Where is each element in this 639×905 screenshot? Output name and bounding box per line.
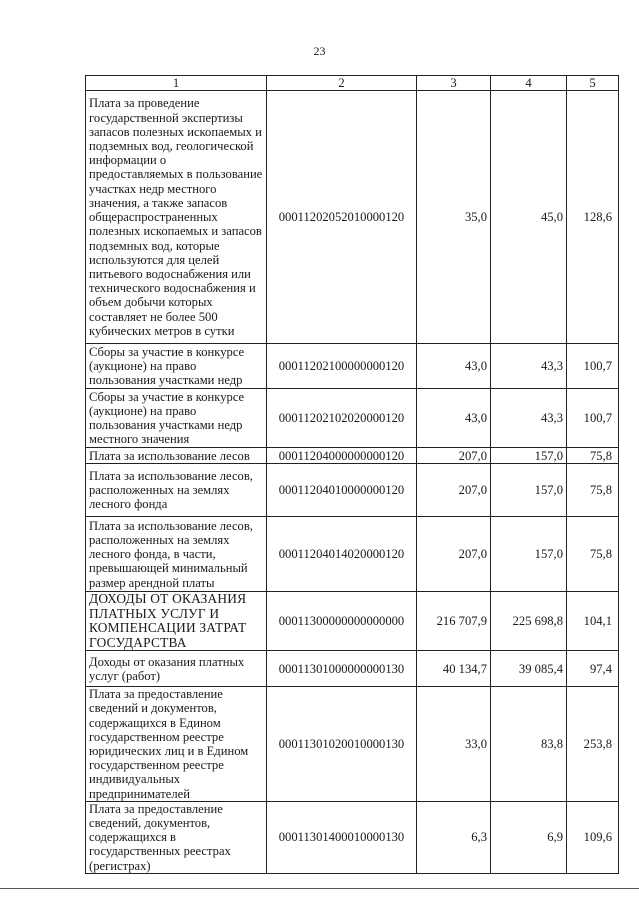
- row-value-3: 216 707,9: [417, 592, 491, 651]
- row-value-5: 253,8: [567, 687, 619, 802]
- row-value-3: 207,0: [417, 517, 491, 592]
- row-code: 00011301020010000130: [267, 687, 417, 802]
- row-code: 00011202100000000120: [267, 344, 417, 389]
- row-value-3: 6,3: [417, 801, 491, 873]
- row-value-5: 75,8: [567, 517, 619, 592]
- table-row: [86, 464, 619, 517]
- row-value-4: 157,0: [491, 517, 567, 592]
- row-name: Доходы от оказания платных услуг (работ): [86, 651, 267, 687]
- row-value-4: 6,9: [491, 801, 567, 873]
- row-code: 00011204010000000120: [267, 464, 417, 517]
- row-value-4: 157,0: [491, 448, 567, 464]
- row-value-4: 43,3: [491, 344, 567, 389]
- scan-edge-line: [0, 888, 639, 889]
- row-value-3: 35,0: [417, 91, 491, 344]
- table-row: [86, 91, 619, 344]
- revenue-table: [85, 75, 619, 874]
- row-name: ДОХОДЫ ОТ ОКАЗАНИЯ ПЛАТНЫХ УСЛУГ И КОМПЕНСАЦИИ ЗАТРАТ ГОСУДАРСТВА: [86, 592, 267, 651]
- table-row: [86, 592, 619, 651]
- row-value-3: 33,0: [417, 687, 491, 802]
- row-name: Плата за проведение государственной экспертизы запасов полезных ископаемых и подземных вод, геологической информации о предоставляемых в пользование участках недр местного значения, а также запасов общераспространенных полезных ископаемых и запасов подземных вод, которые используются для целей питьевого водоснабжения или технического водоснабжения и объем добычи которых составляет не более 500 кубических метров в сутки: [86, 91, 267, 344]
- row-name: Сборы за участие в конкурсе (аукционе) на право пользования участками недр местного значения: [86, 389, 267, 448]
- table-row: [86, 687, 619, 802]
- row-value-3: 43,0: [417, 344, 491, 389]
- row-value-5: 100,7: [567, 344, 619, 389]
- row-code: 00011204000000000120: [267, 448, 417, 464]
- table-row: [86, 344, 619, 389]
- row-name: Плата за использование лесов, расположенных на землях лесного фонда, в части, превышающей минимальный размер арендной платы: [86, 517, 267, 592]
- column-header-5: 5: [567, 76, 619, 91]
- row-value-4: 43,3: [491, 389, 567, 448]
- row-code: 00011301000000000130: [267, 651, 417, 687]
- column-header-1: 1: [86, 76, 267, 91]
- row-value-5: 75,8: [567, 448, 619, 464]
- row-value-4: 225 698,8: [491, 592, 567, 651]
- row-value-4: 45,0: [491, 91, 567, 344]
- row-value-4: 157,0: [491, 464, 567, 517]
- column-header-4: 4: [491, 76, 567, 91]
- row-value-5: 75,8: [567, 464, 619, 517]
- row-name: Плата за использование лесов, расположенных на землях лесного фонда: [86, 464, 267, 517]
- row-value-3: 40 134,7: [417, 651, 491, 687]
- header-row: [86, 76, 619, 91]
- table-row: [86, 801, 619, 873]
- table-row: [86, 448, 619, 464]
- row-value-5: 109,6: [567, 801, 619, 873]
- row-code: 00011301400010000130: [267, 801, 417, 873]
- row-value-4: 39 085,4: [491, 651, 567, 687]
- row-value-5: 104,1: [567, 592, 619, 651]
- row-code: 00011202052010000120: [267, 91, 417, 344]
- row-code: 00011204014020000120: [267, 517, 417, 592]
- row-name: Плата за предоставление сведений, документов, содержащихся в государственных реестрах (регистрах): [86, 801, 267, 873]
- column-header-2: 2: [267, 76, 417, 91]
- table-row: [86, 651, 619, 687]
- row-value-3: 207,0: [417, 464, 491, 517]
- row-value-3: 207,0: [417, 448, 491, 464]
- row-code: 00011202102020000120: [267, 389, 417, 448]
- row-name: Плата за предоставление сведений и документов, содержащихся в Едином государственном реестре юридических лиц и в Едином государственном реестре индивидуальных предпринимателей: [86, 687, 267, 802]
- row-value-5: 97,4: [567, 651, 619, 687]
- table-row: [86, 389, 619, 448]
- page-number: 23: [313, 44, 326, 58]
- row-name: Сборы за участие в конкурсе (аукционе) на право пользования участками недр: [86, 344, 267, 389]
- row-name: Плата за использование лесов: [86, 448, 267, 464]
- row-value-4: 83,8: [491, 687, 567, 802]
- table-row: [86, 517, 619, 592]
- row-value-5: 128,6: [567, 91, 619, 344]
- row-code: 00011300000000000000: [267, 592, 417, 651]
- column-header-3: 3: [417, 76, 491, 91]
- row-value-5: 100,7: [567, 389, 619, 448]
- row-value-3: 43,0: [417, 389, 491, 448]
